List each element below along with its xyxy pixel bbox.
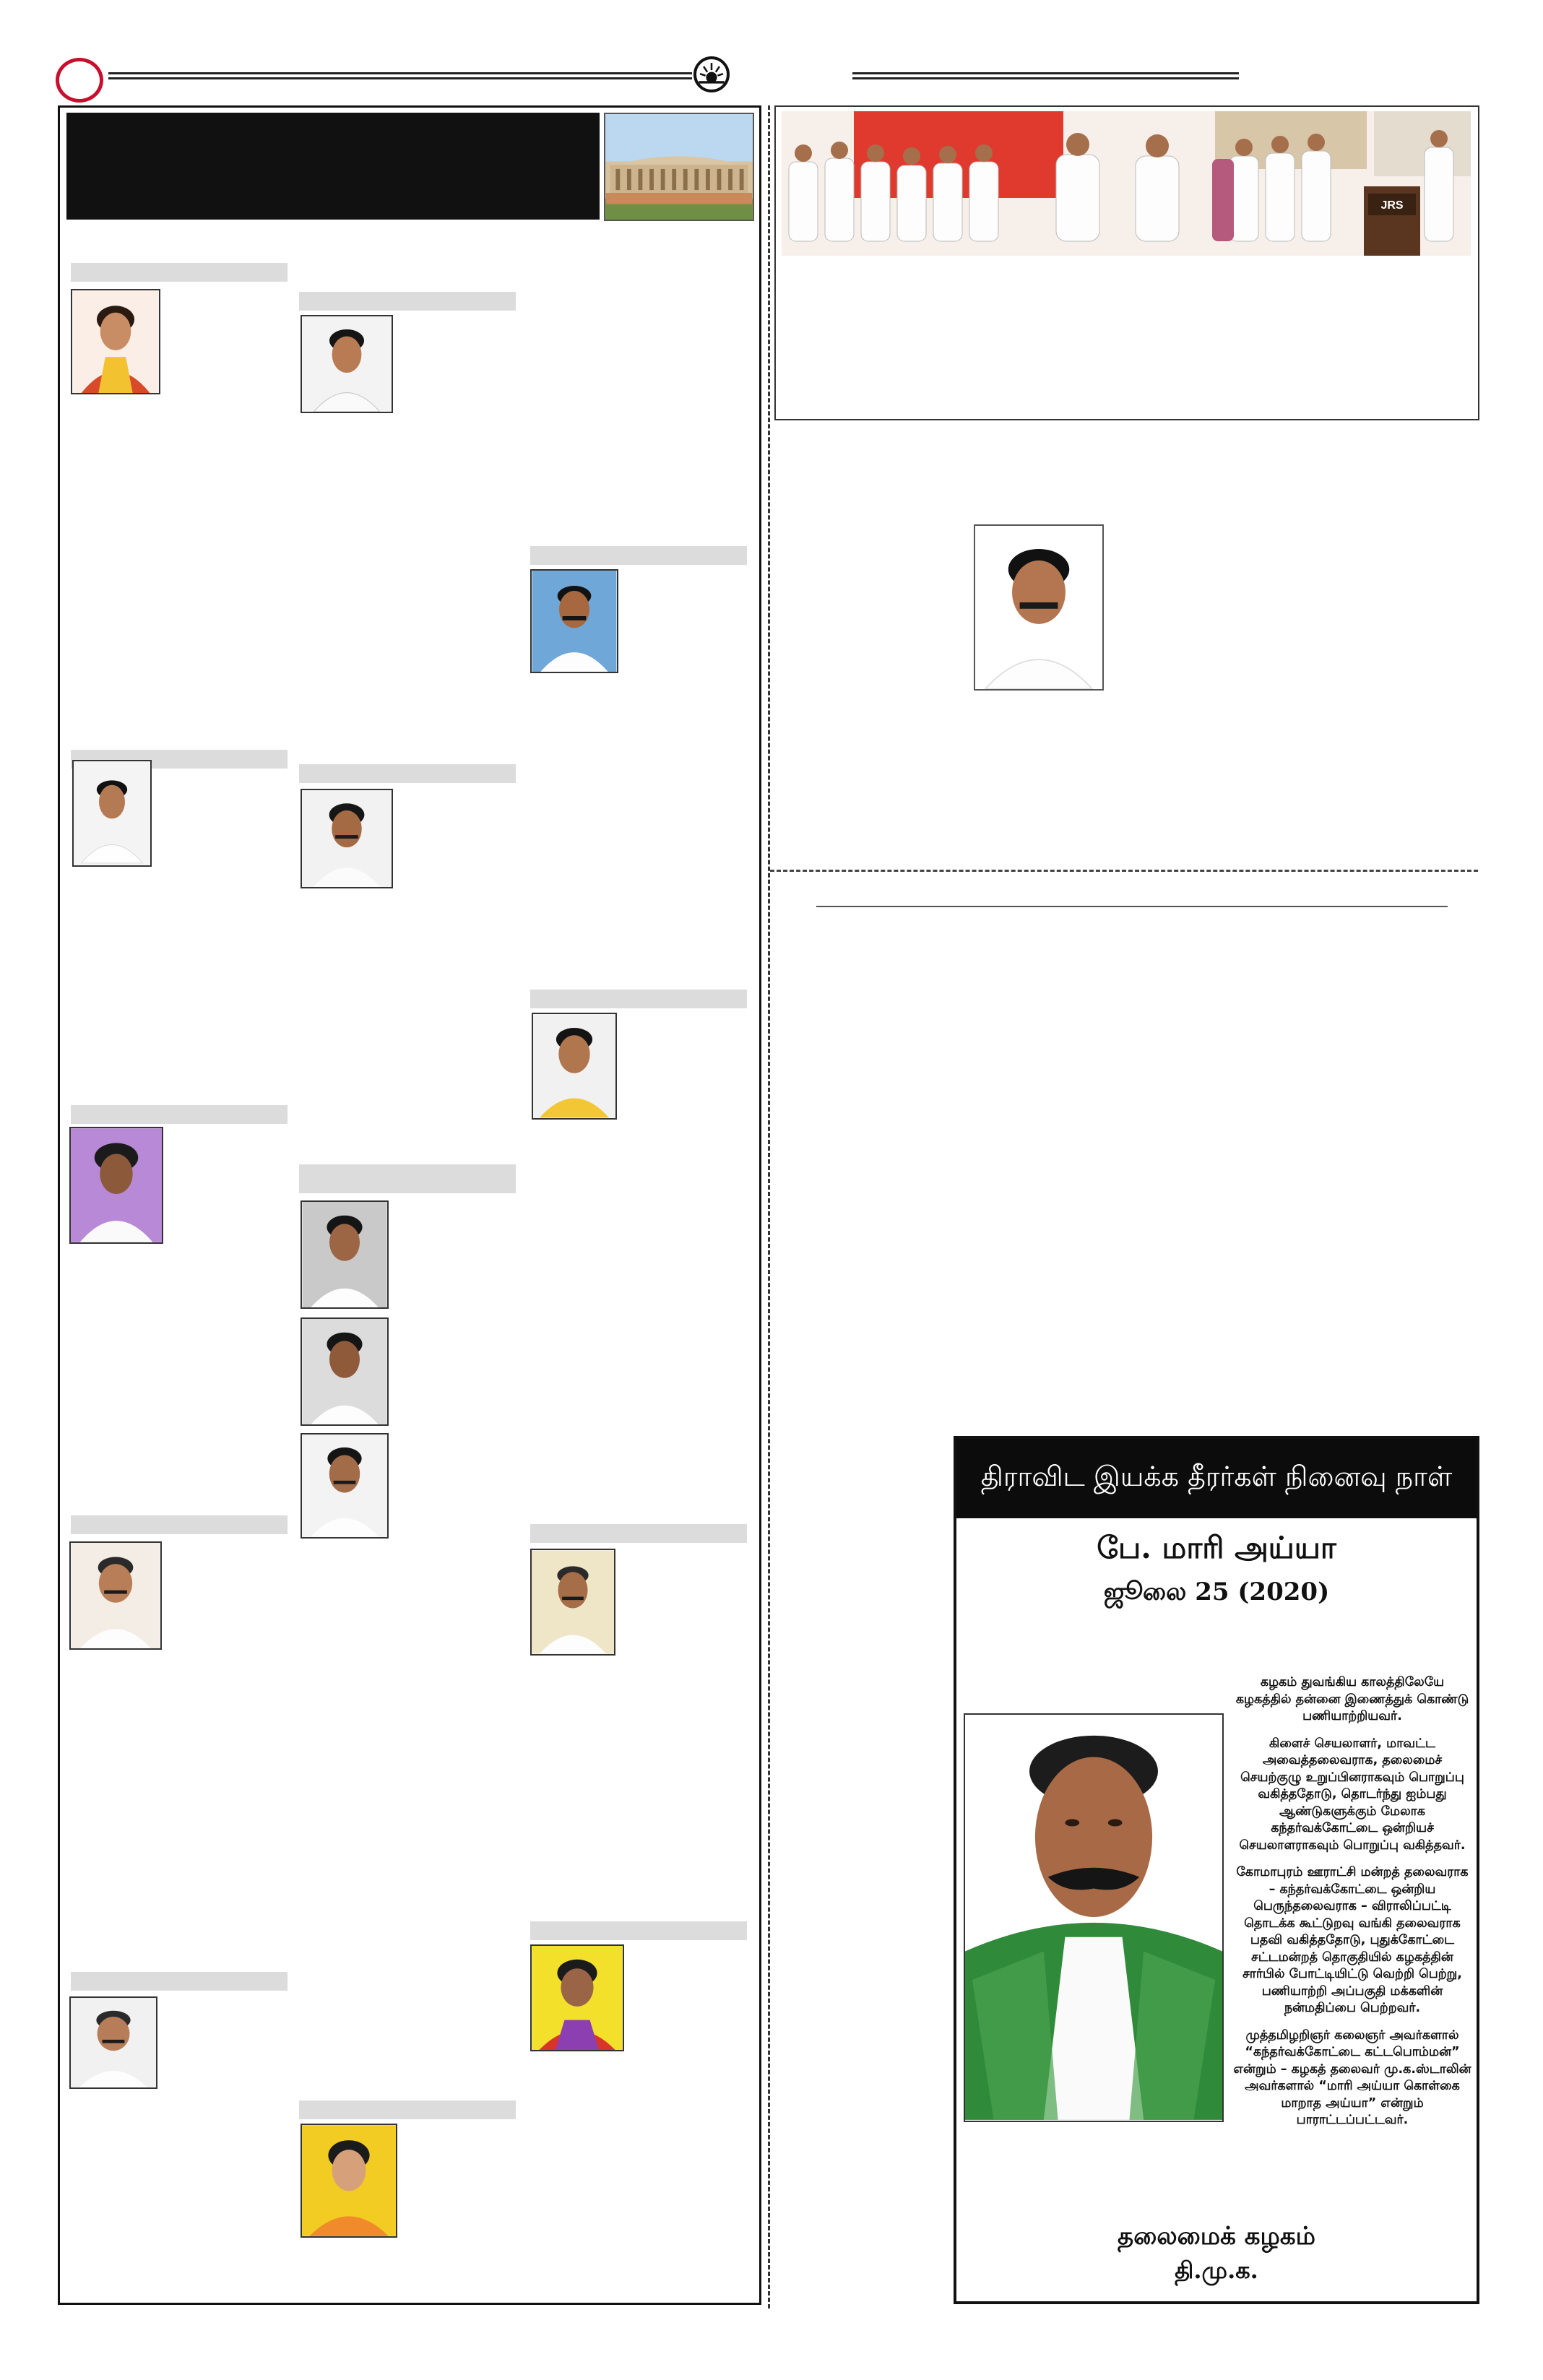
name-bar	[71, 1972, 288, 1991]
podium-label: JRS	[1380, 199, 1404, 212]
header-rule-left	[108, 72, 692, 79]
bio-paragraph: முத்தமிழறிஞர் கலைஞர் அவர்களால் “கந்தர்வக்கோட்டை கட்டபொம்மன்” என்றும் – கழகத் தலைவர் மு.க.ஸ்டாலின் அவர்களால் “மாரி அய்யா கொள்கை மாறாத அய்யா” என்றும் பாராட்டப்பட்டவர்.	[1233, 2028, 1471, 2127]
group-meeting-photo	[782, 111, 1471, 256]
memorial-signature-party: தி.மு.க.	[1175, 2256, 1258, 2284]
header-rule-right	[852, 72, 1239, 79]
portrait-photo	[301, 315, 393, 413]
rising-sun-logo-icon	[693, 56, 730, 92]
name-bar	[299, 1164, 516, 1193]
portrait-photo	[974, 524, 1104, 691]
section-divider	[770, 870, 1478, 872]
portrait-photo	[69, 1127, 163, 1244]
headline-banner	[66, 113, 600, 220]
portrait-photo	[71, 289, 160, 394]
name-bar	[530, 990, 747, 1008]
portrait-photo	[532, 1013, 617, 1120]
name-bar	[530, 1921, 747, 1940]
portrait-photo	[301, 1317, 389, 1426]
portrait-photo	[301, 1433, 389, 1539]
memorial-date: ஜூலை 25 (2020)	[1103, 1578, 1330, 1606]
section-rule	[816, 906, 1448, 907]
name-bar	[71, 263, 288, 282]
memorial-portrait-photo	[964, 1713, 1224, 2122]
portrait-photo	[301, 2124, 397, 2238]
portrait-photo	[530, 1549, 615, 1656]
column-divider	[768, 105, 770, 2308]
memorial-biography	[1231, 1674, 1474, 2139]
memorial-signature-org: தலைமைக் கழகம்	[1118, 2222, 1315, 2251]
name-bar	[71, 1105, 288, 1124]
name-bar	[299, 764, 516, 783]
portrait-photo	[530, 569, 618, 673]
parliament-building-image	[604, 113, 754, 221]
portrait-photo	[530, 1944, 624, 2051]
portrait-photo	[69, 1996, 157, 2089]
name-bar	[71, 1515, 288, 1534]
bio-paragraph: கிளைச் செயலாளர், மாவட்ட அவைத்தலைவராக, தலைமைச் செயற்குழு உறுப்பினராகவும் பொறுப்பு வகித்ததோடு, தொடர்ந்து ஐம்பது ஆண்டுகளுக்கும் மேலாக கந்தர்வக்கோட்டை ஒன்றியச் செயலாளராகவும் பொறுப்பு வகித்தவர்.	[1239, 1736, 1466, 1853]
page-number-circle	[56, 58, 103, 103]
bio-paragraph: கழகம் துவங்கிய காலத்திலேயே கழகத்தில் தன்னை இணைத்துக் கொண்டு பணியாற்றியவர்.	[1235, 1675, 1469, 1723]
portrait-photo	[301, 789, 393, 888]
name-bar	[530, 546, 747, 565]
portrait-photo	[301, 1200, 389, 1309]
name-bar	[530, 1524, 747, 1543]
bio-paragraph: கோமாபுரம் ஊராட்சி மன்றத் தலைவராக – கந்தர்வக்கோட்டை ஒன்றிய பெருந்தலைவராக – விராலிப்பட்டி தொடக்க கூட்டுறவு வங்கி தலைவராக பதவி வகித்ததோடு, புதுக்கோட்டை சட்டமன்றத் தொகுதியில் கழகத்தின் சார்பில் போட்டியிட்டு வெற்றி பெற்று, பணியாற்றி அப்பகுதி மக்களின் நன்மதிப்பை பெற்றவர்.	[1236, 1865, 1469, 2015]
name-bar	[299, 292, 516, 311]
portrait-photo	[69, 1541, 162, 1650]
memorial-name: பே. மாரி அய்யா	[1097, 1530, 1336, 1565]
name-bar	[299, 2100, 516, 2119]
memorial-heading: திராவிட இயக்க தீரர்கள் நினைவு நாள்	[956, 1439, 1477, 1518]
portrait-photo	[72, 760, 152, 867]
